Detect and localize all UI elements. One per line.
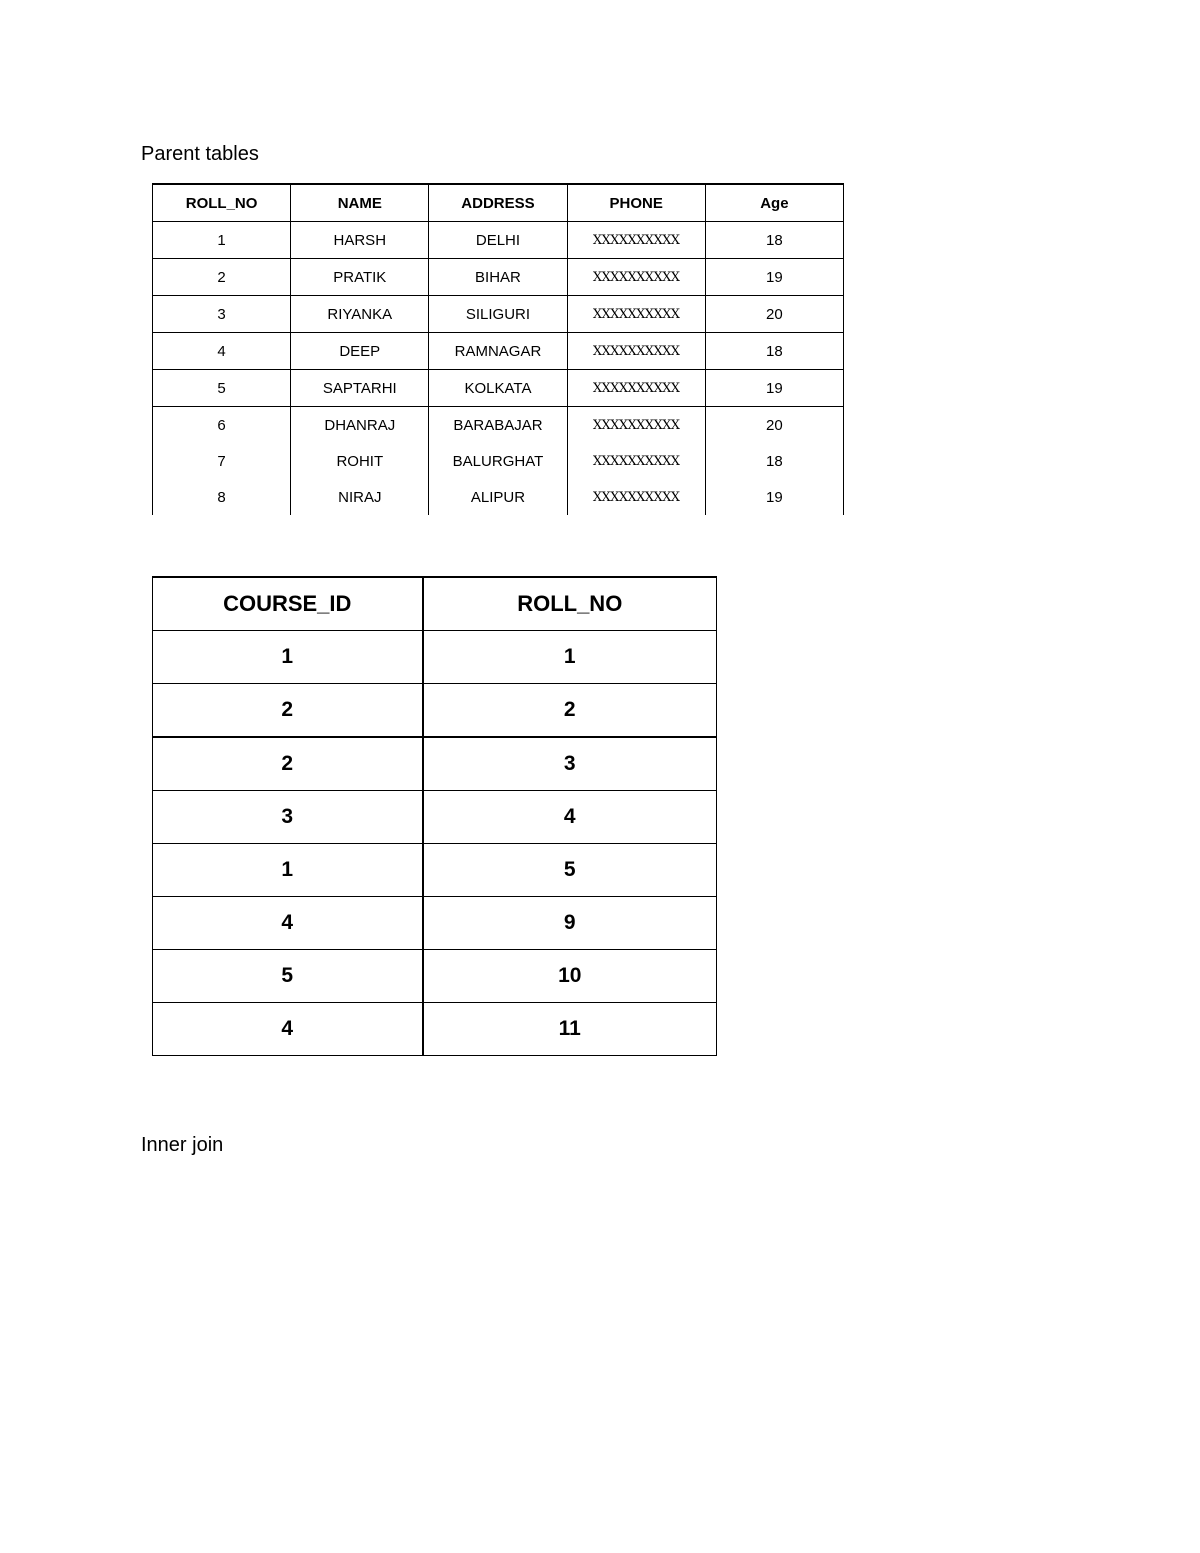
cell-roll-no: 10 [423, 950, 717, 1003]
cell-roll-no: 2 [423, 684, 717, 738]
cell-address: KOLKATA [429, 370, 567, 407]
cell-age: 18 [705, 333, 843, 370]
table-row [153, 296, 844, 333]
cell-course-id: 1 [153, 844, 423, 897]
cell-phone: XXXXXXXXXX [567, 296, 705, 333]
header-address: ADDRESS [429, 184, 567, 222]
cell-age: 18 [705, 222, 843, 259]
cell-course-id: 2 [153, 737, 423, 791]
cell-age: 20 [705, 296, 843, 333]
table-row [153, 791, 717, 844]
table-row [153, 897, 717, 950]
cell-roll-no: 2 [153, 259, 291, 296]
parent-tables-heading: Parent tables [141, 143, 259, 165]
cell-name: DEEP [291, 333, 429, 370]
cell-course-id: 4 [153, 897, 423, 950]
cell-age: 18 [705, 443, 843, 479]
cell-roll-no: 4 [153, 333, 291, 370]
cell-phone: XXXXXXXXXX [567, 443, 705, 479]
header-course-id: COURSE_ID [153, 577, 423, 631]
table-row [153, 1003, 717, 1056]
table-row [153, 950, 717, 1003]
table-row [153, 631, 717, 684]
cell-roll-no: 3 [423, 737, 717, 791]
cell-age: 20 [705, 407, 843, 444]
table-row [153, 443, 844, 479]
header-roll-no: ROLL_NO [423, 577, 717, 631]
cell-roll-no: 6 [153, 407, 291, 444]
table-row [153, 222, 844, 259]
cell-address: ALIPUR [429, 479, 567, 515]
cell-course-id: 1 [153, 631, 423, 684]
inner-join-heading: Inner join [141, 1134, 224, 1156]
cell-roll-no: 1 [423, 631, 717, 684]
cell-roll-no: 5 [423, 844, 717, 897]
cell-roll-no: 3 [153, 296, 291, 333]
header-roll-no: ROLL_NO [153, 184, 291, 222]
table-row [153, 684, 717, 738]
student-header-row [153, 184, 844, 222]
table-row [153, 259, 844, 296]
cell-roll-no: 8 [153, 479, 291, 515]
cell-phone: XXXXXXXXXX [567, 333, 705, 370]
cell-address: DELHI [429, 222, 567, 259]
cell-roll-no: 1 [153, 222, 291, 259]
cell-name: RIYANKA [291, 296, 429, 333]
cell-address: BIHAR [429, 259, 567, 296]
cell-name: PRATIK [291, 259, 429, 296]
cell-name: NIRAJ [291, 479, 429, 515]
table-row [153, 333, 844, 370]
cell-phone: XXXXXXXXXX [567, 222, 705, 259]
cell-age: 19 [705, 259, 843, 296]
cell-roll-no: 9 [423, 897, 717, 950]
table-row [153, 370, 844, 407]
cell-phone: XXXXXXXXXX [567, 479, 705, 515]
cell-roll-no: 7 [153, 443, 291, 479]
cell-roll-no: 4 [423, 791, 717, 844]
course-header-row [153, 577, 717, 631]
header-age: Age [705, 184, 843, 222]
cell-phone: XXXXXXXXXX [567, 259, 705, 296]
cell-address: BARABAJAR [429, 407, 567, 444]
cell-age: 19 [705, 370, 843, 407]
cell-roll-no: 11 [423, 1003, 717, 1056]
cell-course-id: 3 [153, 791, 423, 844]
student-table [152, 183, 844, 515]
table-row [153, 407, 844, 444]
table-row [153, 479, 844, 515]
cell-phone: XXXXXXXXXX [567, 407, 705, 444]
header-name: NAME [291, 184, 429, 222]
course-table [152, 576, 717, 1056]
cell-course-id: 4 [153, 1003, 423, 1056]
cell-course-id: 5 [153, 950, 423, 1003]
cell-address: RAMNAGAR [429, 333, 567, 370]
table-row [153, 737, 717, 791]
cell-address: BALURGHAT [429, 443, 567, 479]
cell-name: SAPTARHI [291, 370, 429, 407]
table-row [153, 844, 717, 897]
cell-phone: XXXXXXXXXX [567, 370, 705, 407]
cell-course-id: 2 [153, 684, 423, 738]
cell-name: ROHIT [291, 443, 429, 479]
header-phone: PHONE [567, 184, 705, 222]
cell-name: HARSH [291, 222, 429, 259]
cell-age: 19 [705, 479, 843, 515]
cell-roll-no: 5 [153, 370, 291, 407]
cell-name: DHANRAJ [291, 407, 429, 444]
cell-address: SILIGURI [429, 296, 567, 333]
